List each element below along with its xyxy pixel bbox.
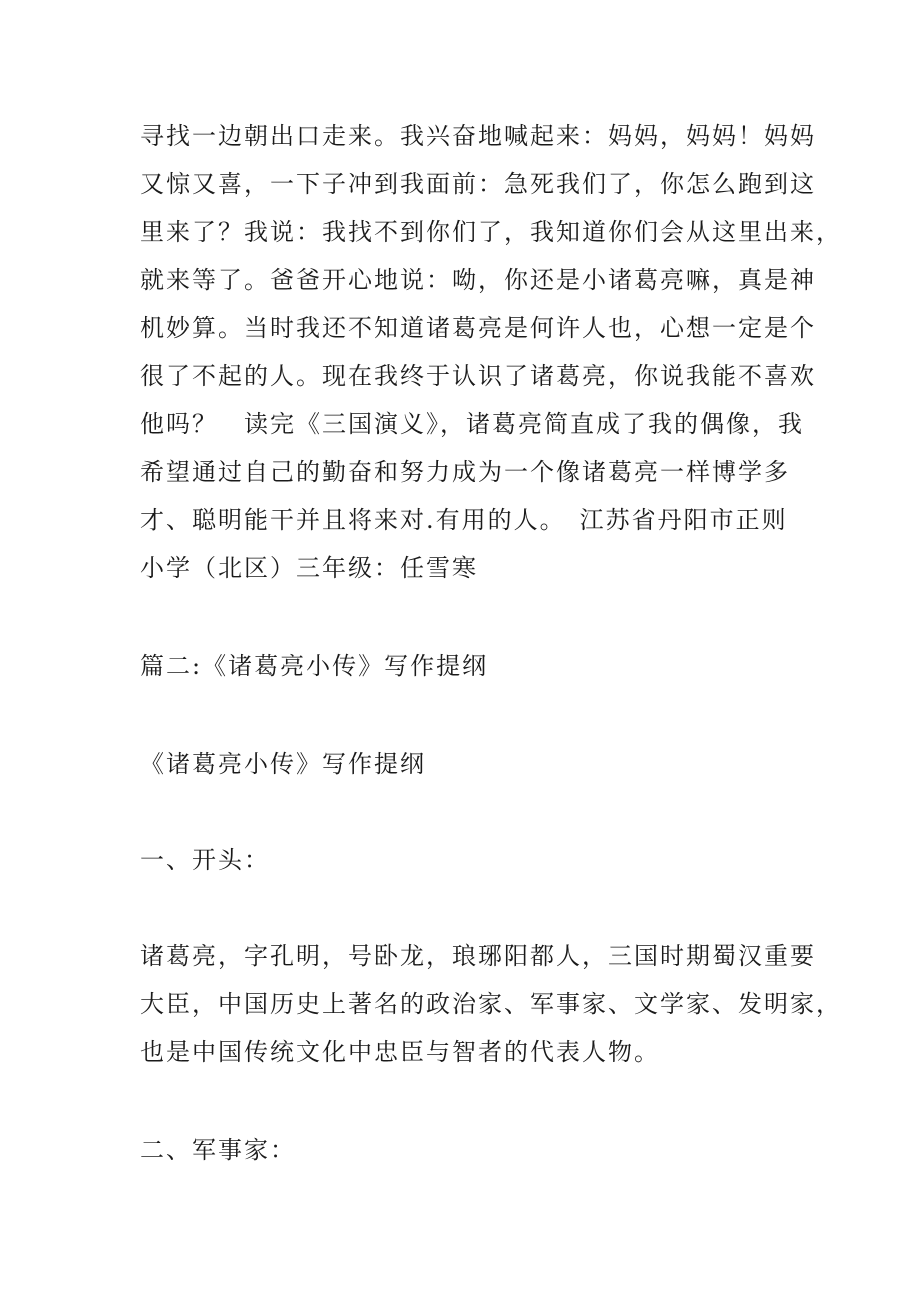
- story-line-2: 又惊又喜，一下子冲到我面前：急死我们了，你怎么跑到这: [140, 170, 816, 198]
- section-2-heading: 二、军事家：: [140, 1136, 296, 1164]
- section-1-heading: 一、开头：: [140, 846, 270, 874]
- chapter-heading: 篇二:《诸葛亮小传》写作提纲: [140, 652, 489, 680]
- outline-title: 《诸葛亮小传》写作提纲: [140, 750, 426, 778]
- story-line-6: 很了不起的人。现在我终于认识了诸葛亮，你说我能不喜欢: [140, 362, 816, 390]
- story-line-1: 寻找一边朝出口走来。我兴奋地喊起来：妈妈，妈妈！妈妈: [140, 122, 816, 150]
- section-1-line-1: 诸葛亮，字孔明，号卧龙，琅琊阳都人，三国时期蜀汉重要: [140, 942, 816, 970]
- story-line-3: 里来了？我说：我找不到你们了，我知道你们会从这里出来，: [140, 218, 842, 246]
- section-1-line-2: 大臣，中国历史上著名的政治家、军事家、文学家、发明家，: [140, 990, 842, 1018]
- story-line-4: 就来等了。爸爸开心地说：呦，你还是小诸葛亮嘛，真是神: [140, 266, 816, 294]
- story-line-9: 才、聪明能干并且将来对.有用的人。 江苏省丹阳市正则: [140, 506, 788, 534]
- story-line-10: 小学（北区）三年级：任雪寒: [140, 554, 478, 582]
- story-line-5: 机妙算。当时我还不知道诸葛亮是何许人也，心想一定是个: [140, 314, 816, 342]
- section-1-line-3: 也是中国传统文化中忠臣与智者的代表人物。: [140, 1038, 660, 1066]
- story-line-8: 希望通过自己的勤奋和努力成为一个像诸葛亮一样博学多: [140, 458, 790, 486]
- story-line-7: 他吗？ 读完《三国演义》，诸葛亮简直成了我的偶像，我: [140, 410, 804, 438]
